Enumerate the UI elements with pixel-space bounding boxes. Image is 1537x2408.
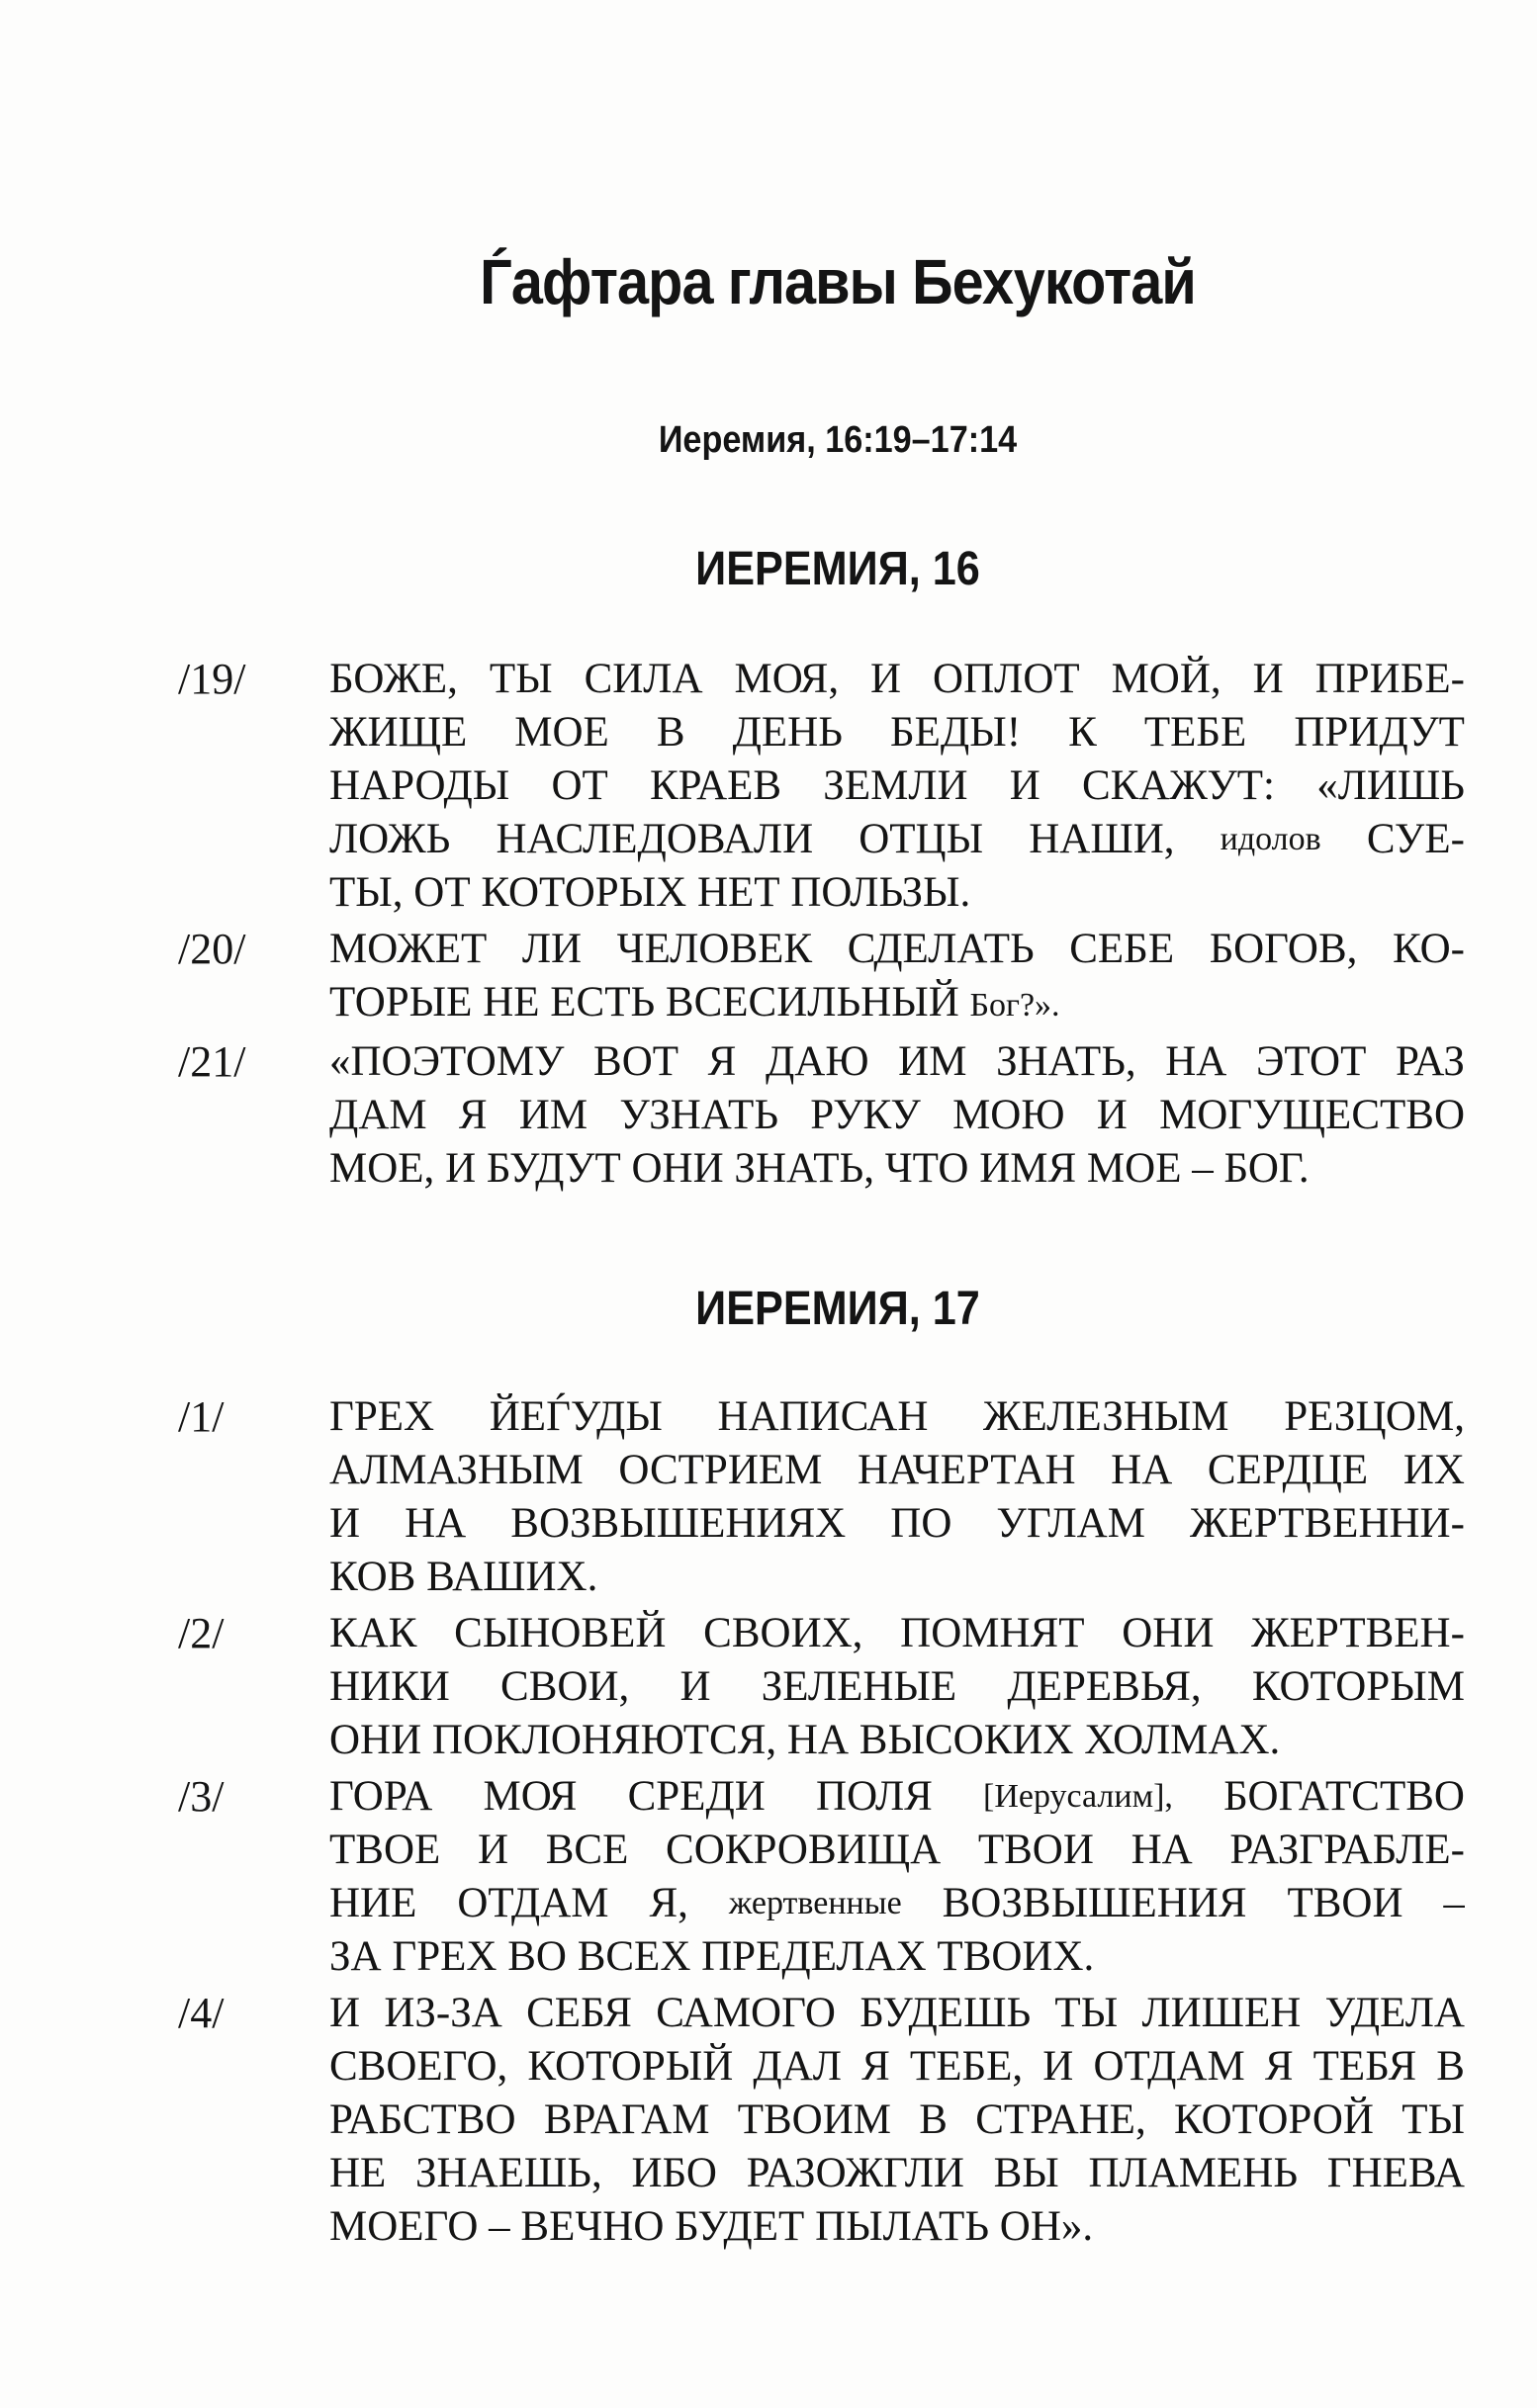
verse bbox=[0, 923, 1537, 1032]
verse-number: /19/ bbox=[178, 655, 246, 703]
verse-text bbox=[329, 653, 1465, 920]
verse-number: /1/ bbox=[178, 1392, 225, 1441]
verse-line: ДАМ Я ИМ УЗНАТЬ РУКУ МОЮ И МОГУЩЕСТВО bbox=[329, 1092, 1465, 1138]
verse-line: МОЖЕТ ЛИ ЧЕЛОВЕК СДЕЛАТЬ СЕБЕ БОГОВ, КО- bbox=[329, 926, 1465, 972]
verse-number: /20/ bbox=[178, 925, 246, 973]
verse-line: ТВОЕ И ВСЕ СОКРОВИЩА ТВОИ НА РАЗГРАБЛЕ- bbox=[329, 1827, 1465, 1873]
verse-number: /21/ bbox=[178, 1037, 246, 1086]
page-title: Ѓафтара главы Бехукотай bbox=[480, 246, 1196, 317]
verse-line: КАК СЫНОВЕЙ СВОИХ, ПОМНЯТ ОНИ ЖЕРТВЕН- bbox=[329, 1610, 1465, 1656]
verse bbox=[0, 1987, 1537, 2254]
chapter-heading-16: ИЕРЕМИЯ, 16 bbox=[695, 543, 980, 595]
verse-line: НИЕ ОТДАМ Я, жертвенные ВОЗВЫШЕНИЯ ТВОИ – bbox=[329, 1880, 1465, 1926]
verse-line: ЗА ГРЕХ ВО ВСЕХ ПРЕДЕЛАХ ТВОИХ. bbox=[329, 1933, 1095, 1980]
verse-line: ТЫ, ОТ КОТОРЫХ НЕТ ПОЛЬЗЫ. bbox=[329, 869, 971, 916]
verse bbox=[0, 1770, 1537, 1984]
verse-number: /4/ bbox=[178, 1989, 225, 2037]
verse bbox=[0, 1390, 1537, 1604]
verses-chapter-16 bbox=[0, 653, 1537, 1199]
verse-line: РАБСТВО ВРАГАМ ТВОИМ В СТРАНЕ, КОТОРОЙ ТЫ bbox=[329, 2096, 1465, 2143]
verse-line: И НА ВОЗВЫШЕНИЯХ ПО УГЛАМ ЖЕРТВЕННИ- bbox=[329, 1500, 1465, 1547]
verse-line: НИКИ СВОИ, И ЗЕЛЕНЫЕ ДЕРЕВЬЯ, КОТОРЫМ bbox=[329, 1663, 1465, 1710]
verse-text bbox=[329, 1390, 1465, 1604]
verse-line: ОНИ ПОКЛОНЯЮТСЯ, НА ВЫСОКИХ ХОЛМАХ. bbox=[329, 1717, 1281, 1763]
verse bbox=[0, 1035, 1537, 1196]
verse-number: /3/ bbox=[178, 1772, 225, 1821]
verse-line: АЛМАЗНЫМ ОСТРИЕМ НАЧЕРТАН НА СЕРДЦЕ ИХ bbox=[329, 1447, 1465, 1493]
verse-line: НАРОДЫ ОТ КРАЕВ ЗЕМЛИ И СКАЖУТ: «ЛИШЬ bbox=[329, 762, 1465, 809]
verse bbox=[0, 653, 1537, 920]
verse-text bbox=[329, 1035, 1465, 1196]
verse-text bbox=[329, 923, 1465, 1032]
verse-line: И ИЗ-ЗА СЕБЯ САМОГО БУДЕШЬ ТЫ ЛИШЕН УДЕЛА bbox=[329, 1990, 1465, 2036]
page-subtitle: Иеремия, 16:19–17:14 bbox=[658, 419, 1018, 461]
verse-line: ГРЕХ ЙЕЃУДЫ НАПИСАН ЖЕЛЕЗНЫМ РЕЗЦОМ, bbox=[329, 1393, 1465, 1440]
verse-text bbox=[329, 1987, 1465, 2254]
verses-chapter-17 bbox=[0, 1390, 1537, 2257]
verse-number: /2/ bbox=[178, 1609, 225, 1657]
verse-line: ТОРЫЕ НЕ ЕСТЬ ВСЕСИЛЬНЫЙ Бог?». bbox=[329, 979, 1060, 1026]
verse-line: БОЖЕ, ТЫ СИЛА МОЯ, И ОПЛОТ МОЙ, И ПРИБЕ- bbox=[329, 656, 1465, 702]
verse-line: ЛОЖЬ НАСЛЕДОВАЛИ ОТЦЫ НАШИ, идолов СУЕ- bbox=[329, 816, 1465, 862]
verse-text bbox=[329, 1770, 1465, 1984]
verse-line: НЕ ЗНАЕШЬ, ИБО РАЗОЖГЛИ ВЫ ПЛАМЕНЬ ГНЕВА bbox=[329, 2150, 1465, 2196]
verse-line: СВОЕГО, КОТОРЫЙ ДАЛ Я ТЕБЕ, И ОТДАМ Я ТЕБЯ В bbox=[329, 2043, 1465, 2090]
verse-text bbox=[329, 1607, 1465, 1767]
verse-line: МОЕ, И БУДУТ ОНИ ЗНАТЬ, ЧТО ИМЯ МОЕ – БОГ. bbox=[329, 1145, 1310, 1192]
verse-line: ЖИЩЕ МОЕ В ДЕНЬ БЕДЫ! К ТЕБЕ ПРИДУТ bbox=[329, 709, 1465, 756]
verse bbox=[0, 1607, 1537, 1767]
verse-line: ГОРА МОЯ СРЕДИ ПОЛЯ [Иерусалим], БОГАТСТВО bbox=[329, 1773, 1465, 1820]
verse-line: КОВ ВАШИХ. bbox=[329, 1554, 598, 1600]
verse-line: МОЕГО – ВЕЧНО БУДЕТ ПЫЛАТЬ ОН». bbox=[329, 2203, 1094, 2250]
verse-line: «ПОЭТОМУ ВОТ Я ДАЮ ИМ ЗНАТЬ, НА ЭТОТ РАЗ bbox=[329, 1038, 1465, 1085]
chapter-heading-17: ИЕРЕМИЯ, 17 bbox=[695, 1283, 980, 1335]
